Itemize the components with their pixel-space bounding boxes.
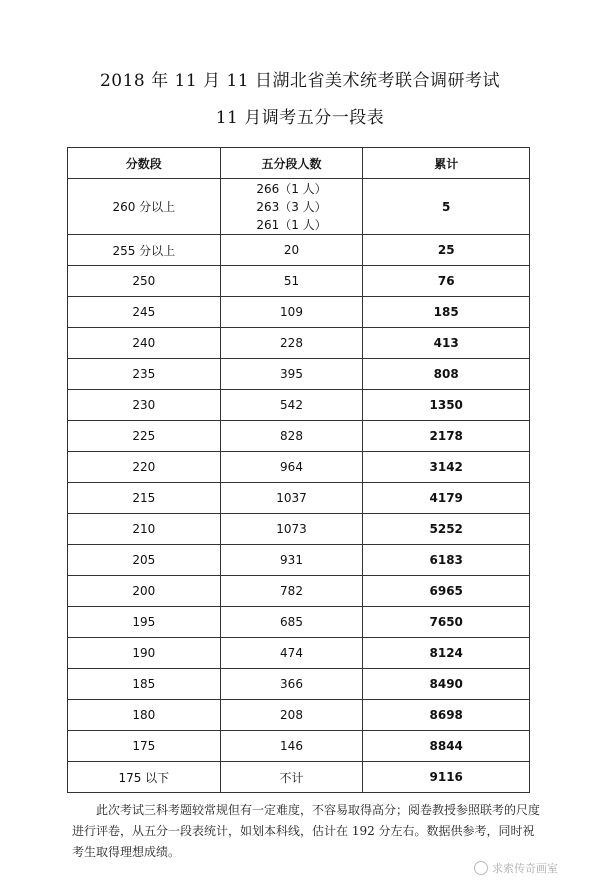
cell-count: 146	[220, 731, 363, 762]
cell-cumulative: 2178	[363, 421, 530, 452]
table-row	[68, 638, 530, 669]
document-subtitle: 11 月调考五分一段表	[215, 108, 385, 128]
cell-cumulative: 8490	[363, 669, 530, 700]
cell-cumulative: 185	[363, 297, 530, 328]
cell-count: 542	[220, 390, 363, 421]
cell-score: 230	[68, 390, 221, 421]
cell-cumulative: 6965	[363, 576, 530, 607]
cell-count: 1073	[220, 514, 363, 545]
table-row	[68, 576, 530, 607]
table-row	[68, 328, 530, 359]
cell-count: 964	[220, 452, 363, 483]
cell-cumulative: 5252	[363, 514, 530, 545]
table-row	[68, 669, 530, 700]
cell-count: 不计	[220, 762, 363, 793]
cell-count: 395	[220, 359, 363, 390]
cell-count: 51	[220, 266, 363, 297]
cell-cumulative: 4179	[363, 483, 530, 514]
cell-count: 828	[220, 421, 363, 452]
table-row	[68, 421, 530, 452]
cell-count	[220, 179, 363, 235]
cell-count: 685	[220, 607, 363, 638]
cell-cumulative: 6183	[363, 545, 530, 576]
cell-score: 190	[68, 638, 221, 669]
table-row	[68, 179, 530, 235]
header-cumulative: 累计	[363, 148, 530, 179]
cell-cumulative: 8698	[363, 700, 530, 731]
count-line: 263（3 人）	[256, 199, 327, 214]
cell-count: 931	[220, 545, 363, 576]
cell-cumulative: 5	[363, 179, 530, 235]
cell-score: 195	[68, 607, 221, 638]
cell-score: 235	[68, 359, 221, 390]
score-table	[67, 147, 530, 793]
header-count: 五分段人数	[220, 148, 363, 179]
cell-cumulative: 25	[363, 235, 530, 266]
table-row	[68, 266, 530, 297]
table-row	[68, 700, 530, 731]
table-header-row	[68, 148, 530, 179]
cell-count: 20	[220, 235, 363, 266]
cell-cumulative: 76	[363, 266, 530, 297]
cell-count: 474	[220, 638, 363, 669]
cell-score: 240	[68, 328, 221, 359]
cell-count: 782	[220, 576, 363, 607]
cell-cumulative: 1350	[363, 390, 530, 421]
cell-score: 180	[68, 700, 221, 731]
table-row	[68, 731, 530, 762]
cell-cumulative: 9116	[363, 762, 530, 793]
wechat-logo-icon	[474, 861, 488, 875]
table-row	[68, 390, 530, 421]
cell-count: 208	[220, 700, 363, 731]
cell-score: 185	[68, 669, 221, 700]
watermark-text: 求索传奇画室	[492, 862, 558, 875]
cell-count: 366	[220, 669, 363, 700]
cell-score: 215	[68, 483, 221, 514]
cell-score: 255 分以上	[68, 235, 221, 266]
cell-cumulative: 8124	[363, 638, 530, 669]
cell-count: 1037	[220, 483, 363, 514]
cell-cumulative: 8844	[363, 731, 530, 762]
table-row	[68, 762, 530, 793]
cell-cumulative: 3142	[363, 452, 530, 483]
cell-cumulative: 413	[363, 328, 530, 359]
cell-score: 260 分以上	[68, 179, 221, 235]
cell-score: 175 以下	[68, 762, 221, 793]
cell-score: 200	[68, 576, 221, 607]
cell-score: 250	[68, 266, 221, 297]
cell-score: 205	[68, 545, 221, 576]
table-row	[68, 452, 530, 483]
cell-score: 175	[68, 731, 221, 762]
table-row	[68, 359, 530, 390]
cell-score: 220	[68, 452, 221, 483]
cell-cumulative: 7650	[363, 607, 530, 638]
table-row	[68, 483, 530, 514]
count-line: 266（1 人）	[256, 181, 327, 196]
cell-score: 210	[68, 514, 221, 545]
cell-score: 225	[68, 421, 221, 452]
table-row	[68, 297, 530, 328]
document-title: 2018 年 11 月 11 日湖北省美术统考联合调研考试	[99, 71, 501, 91]
footnote: 此次考试三科考题较常规但有一定难度，不容易取得高分；阅卷教授参照联考的尺度进行评卷，从五分一段表统计，如划本科线，估计在 192 分左右。数据供参考，同时祝考生取得理想成绩。	[72, 803, 541, 859]
cell-count: 109	[220, 297, 363, 328]
cell-count: 228	[220, 328, 363, 359]
cell-cumulative: 808	[363, 359, 530, 390]
table-row	[68, 607, 530, 638]
header-score: 分数段	[68, 148, 221, 179]
table-row	[68, 545, 530, 576]
watermark	[474, 860, 558, 876]
cell-score: 245	[68, 297, 221, 328]
count-line: 261（1 人）	[256, 217, 327, 232]
table-row	[68, 514, 530, 545]
table-row	[68, 235, 530, 266]
